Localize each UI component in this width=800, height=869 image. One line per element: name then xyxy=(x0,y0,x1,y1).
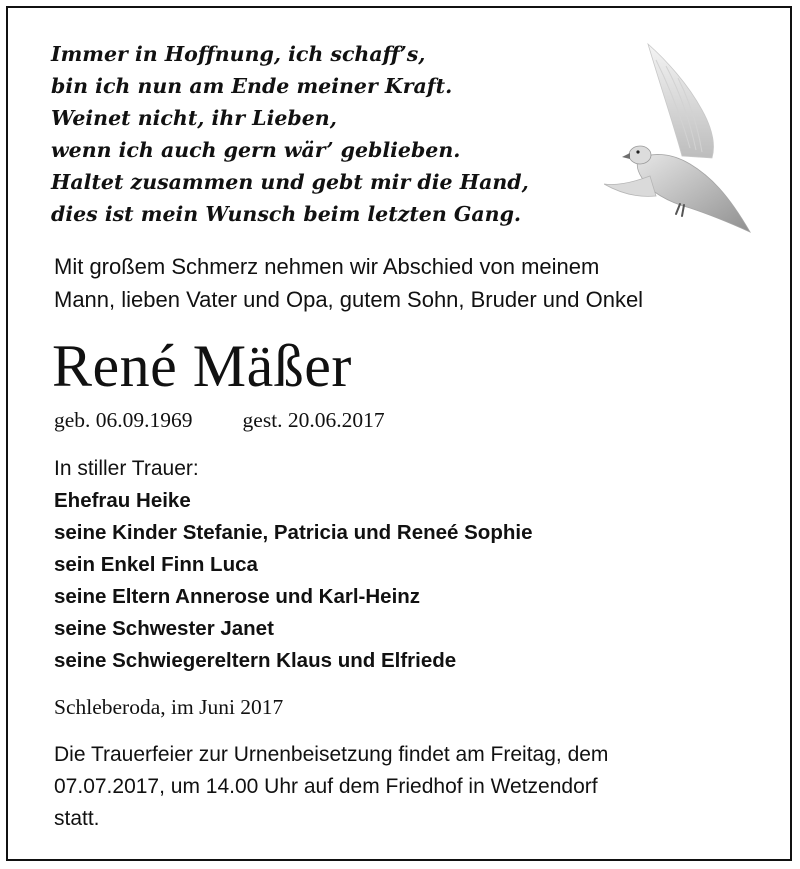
intro-text xyxy=(54,250,643,316)
poem-line: Haltet zusammen und gebt mir die Hand, xyxy=(51,170,529,194)
dove-icon xyxy=(604,36,754,236)
mourner-entry: sein Enkel Finn Luca xyxy=(54,553,258,576)
birth-date: geb. 06.09.1969 xyxy=(54,408,193,432)
poem xyxy=(51,38,529,230)
poem-line: bin ich nun am Ende meiner Kraft. xyxy=(51,74,453,98)
mourner-entry: seine Kinder Stefanie, Patricia und Reneé Sophie xyxy=(54,521,533,544)
place-and-date: Schleberoda, im Juni 2017 xyxy=(54,695,284,719)
life-dates xyxy=(54,404,385,436)
mourner-entry: seine Eltern Annerose und Karl-Heinz xyxy=(54,585,421,608)
mourners-list xyxy=(54,453,532,677)
poem-line: Immer in Hoffnung, ich schaff’s, xyxy=(51,42,426,66)
mourner-entry: Ehefrau Heike xyxy=(54,489,191,512)
ceremony-line: 07.07.2017, um 14.00 Uhr auf dem Friedhof in Wetzendorf xyxy=(54,775,598,798)
poem-line: dies ist mein Wunsch beim letzten Gang. xyxy=(51,202,522,226)
death-date: gest. 20.06.2017 xyxy=(242,408,385,432)
poem-line: wenn ich auch gern wär’ geblieben. xyxy=(51,138,461,162)
mourners-label: In stiller Trauer: xyxy=(54,457,199,480)
intro-line: Mit großem Schmerz nehmen wir Abschied von meinem xyxy=(54,254,600,279)
deceased-name: René Mäßer xyxy=(52,333,352,399)
ceremony-info xyxy=(54,739,608,835)
poem-line: Weinet nicht, ihr Lieben, xyxy=(51,106,337,130)
mourner-entry: seine Schwester Janet xyxy=(54,617,274,640)
intro-line: Mann, lieben Vater und Opa, gutem Sohn, Bruder und Onkel xyxy=(54,287,644,312)
ceremony-line: statt. xyxy=(54,807,100,830)
mourner-entry: seine Schwiegereltern Klaus und Elfriede xyxy=(54,649,457,672)
ceremony-line: Die Trauerfeier zur Urnenbeisetzung findet am Freitag, dem xyxy=(54,743,609,766)
